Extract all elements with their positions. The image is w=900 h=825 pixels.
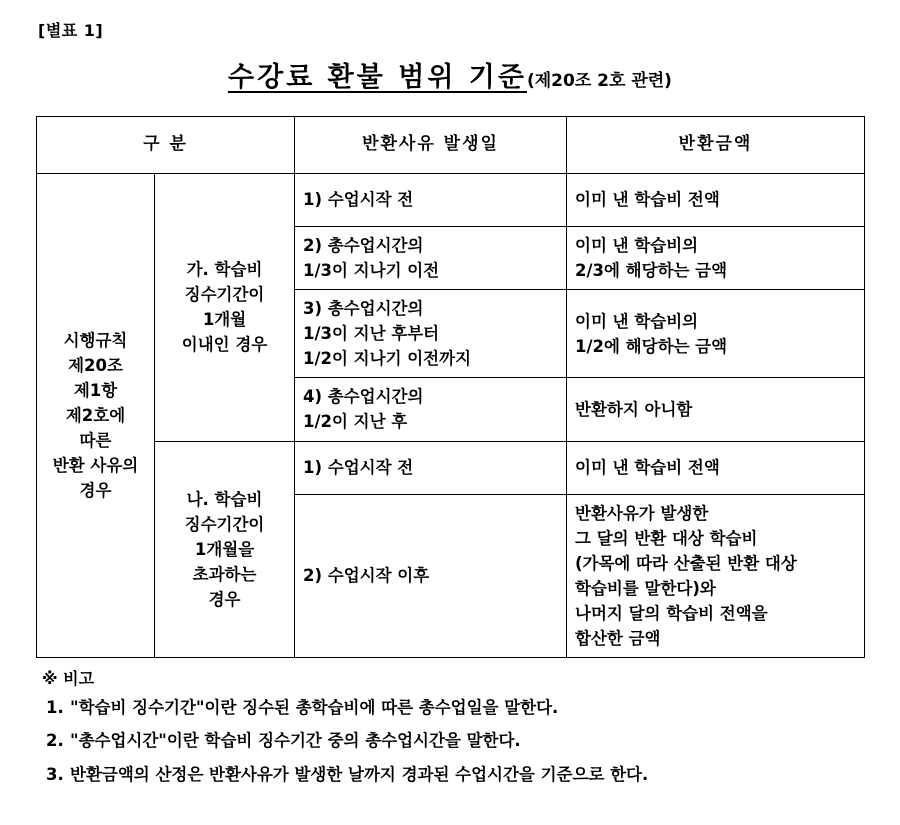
reason-cell: 4) 총수업시간의 1/2이 지난 후 xyxy=(295,378,567,441)
amount-cell: 이미 낸 학습비 전액 xyxy=(567,174,865,227)
reason-cell: 1) 수업시작 전 xyxy=(295,174,567,227)
list-item xyxy=(40,730,864,752)
amount-cell: 이미 낸 학습비의 2/3에 해당하는 금액 xyxy=(567,227,865,290)
notes-list xyxy=(40,697,864,786)
note-number: 3. xyxy=(46,764,64,784)
note-text: 반환금액의 산정은 반환사유가 발생한 날까지 경과된 수업시간을 기준으로 한다. xyxy=(70,764,649,784)
table-header-row xyxy=(37,117,865,174)
amount-cell: 반환사유가 발생한 그 달의 반환 대상 학습비 (가목에 따라 산출된 반환 대상 학습비를 말한다)와 나머지 달의 학습비 전액을 합산한 금액 xyxy=(567,494,865,657)
amount-cell: 반환하지 아니함 xyxy=(567,378,865,441)
reason-cell: 1) 수업시작 전 xyxy=(295,441,567,494)
section-a-label-cell: 가. 학습비 징수기간이 1개월 이내인 경우 xyxy=(155,174,295,442)
refund-criteria-table xyxy=(36,116,865,658)
note-text: "총수업시간"이란 학습비 징수기간 중의 총수업시간을 말한다. xyxy=(70,731,521,751)
table-body xyxy=(37,174,865,658)
list-item xyxy=(40,697,864,719)
document-label: [별표 1] xyxy=(38,21,104,40)
note-number: 1. xyxy=(46,698,64,718)
section-b-label-cell: 나. 학습비 징수기간이 1개월을 초과하는 경우 xyxy=(155,441,295,657)
reason-cell: 2) 수업시작 이후 xyxy=(295,494,567,657)
amount-cell: 이미 낸 학습비의 1/2에 해당하는 금액 xyxy=(567,290,865,378)
header-reason-date: 반환사유 발생일 xyxy=(295,117,567,174)
header-category: 구 분 xyxy=(37,117,295,174)
note-number: 2. xyxy=(46,731,64,751)
table-row xyxy=(37,441,865,494)
table-header xyxy=(37,117,865,174)
list-item xyxy=(40,764,864,786)
page-title xyxy=(36,55,864,94)
notes-heading: ※ 비고 xyxy=(42,669,95,689)
page-title-main: 수강료 환불 범위 기준 xyxy=(228,62,527,93)
reason-cell: 3) 총수업시간의 1/3이 지난 후부터 1/2이 지나기 이전까지 xyxy=(295,290,567,378)
header-refund-amount: 반환금액 xyxy=(567,117,865,174)
reason-cell: 2) 총수업시간의 1/3이 지나기 이전 xyxy=(295,227,567,290)
notes-section xyxy=(40,666,864,786)
group-label-cell: 시행규칙 제20조 제1항 제2호에 따른 반환 사유의 경우 xyxy=(37,174,155,658)
note-text: "학습비 징수기간"이란 징수된 총학습비에 따른 총수업일을 말한다. xyxy=(70,698,559,718)
amount-cell: 이미 낸 학습비 전액 xyxy=(567,441,865,494)
page-title-sub: (제20조 2호 관련) xyxy=(526,71,672,91)
table-row xyxy=(37,174,865,227)
